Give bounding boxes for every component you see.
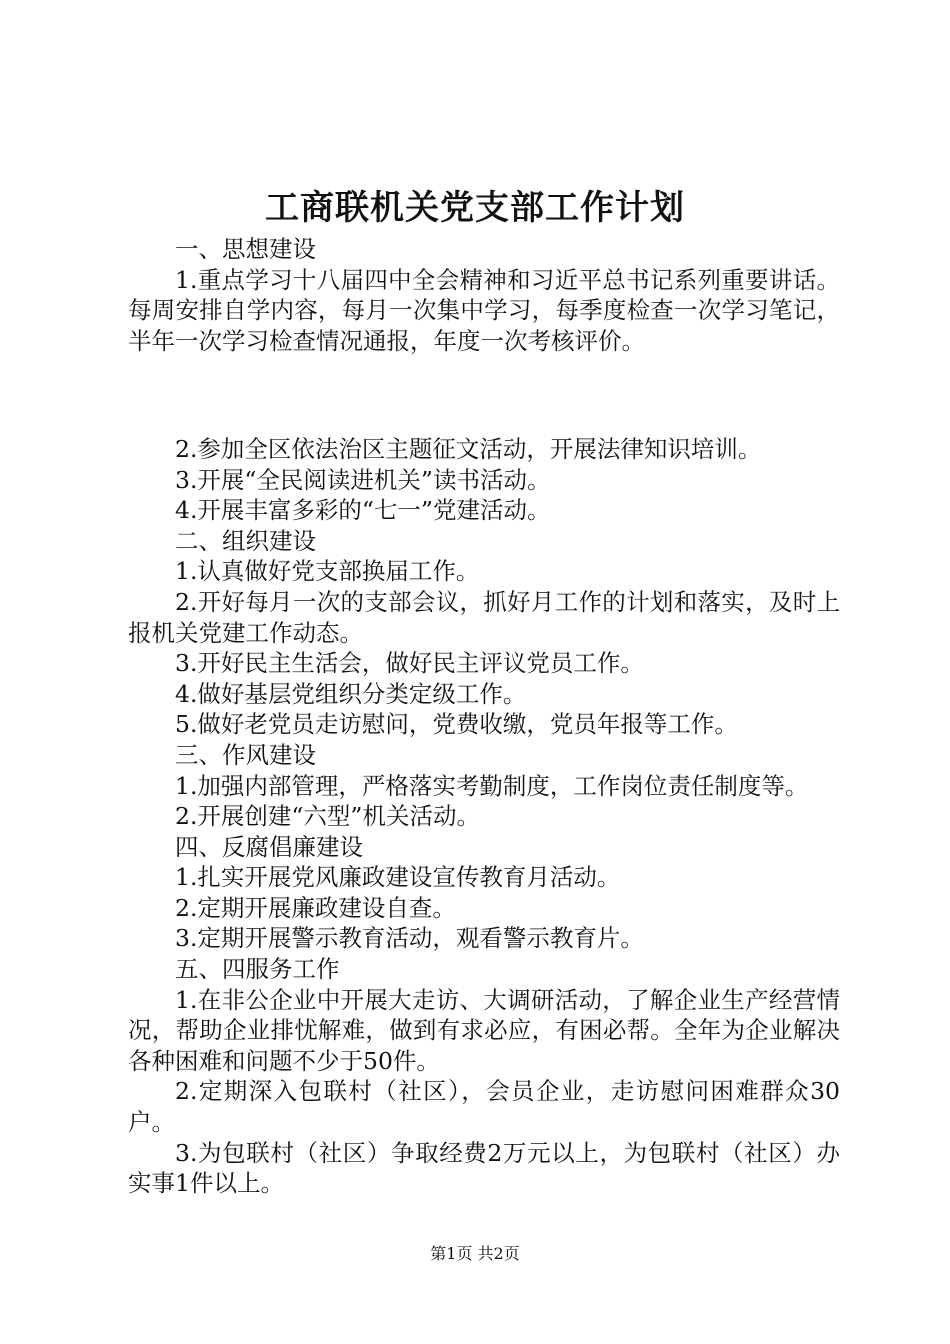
document-title: 工商联机关党支部工作计划 bbox=[265, 188, 685, 228]
paragraph: 五、四服务工作 bbox=[175, 955, 340, 984]
paragraph: 3.开展“全民阅读进机关”读书活动。 bbox=[175, 465, 551, 494]
paragraph: 1.认真做好党支部换届工作。 bbox=[175, 557, 480, 586]
paragraph: 二、组织建设 bbox=[175, 526, 316, 555]
paragraph: 三、作风建设 bbox=[175, 740, 316, 769]
paragraph: 2.参加全区依法治区主题征文活动，开展法律知识培训。 bbox=[175, 434, 762, 463]
paragraph: 2.开好每月一次的支部会议，抓好月工作的计划和落实，及时上报机关党建工作动态。 bbox=[128, 587, 840, 647]
paragraph: 1.在非公企业中开展大走访、大调研活动，了解企业生产经营情况，帮助企业排忧解难，做到有求必应，有困必帮。全年为企业解决各种困难和问题不少于50件。 bbox=[128, 985, 840, 1075]
paragraph: 一、思想建设 bbox=[175, 235, 316, 263]
paragraph: 2.定期深入包联村（社区），会员企业，走访慰问困难群众30户。 bbox=[128, 1077, 840, 1137]
paragraph: 1.重点学习十八届四中全会精神和习近平总书记系列重要讲话。每周安排自学内容，每月一次集中学习，每季度检查一次学习笔记，半年一次学习检查情况通报，年度一次考核评价。 bbox=[128, 265, 840, 355]
paragraph: 5.做好老党员走访慰问，党费收缴，党员年报等工作。 bbox=[175, 710, 738, 739]
paragraph: 2.定期开展廉政建设自查。 bbox=[175, 893, 456, 922]
page-footer: 第1页 共2页 bbox=[430, 1244, 520, 1263]
document-body bbox=[128, 234, 840, 1199]
blank-line bbox=[128, 380, 840, 411]
paragraph: 1.扎实开展党风廉政建设宣传教育月活动。 bbox=[175, 863, 621, 892]
paragraph: 1.加强内部管理，严格落实考勤制度，工作岗位责任制度等。 bbox=[175, 771, 809, 800]
paragraph: 2.开展创建“六型”机关活动。 bbox=[175, 802, 480, 831]
paragraph: 3.定期开展警示教育活动，观看警示教育片。 bbox=[175, 924, 644, 953]
paragraph: 3.开好民主生活会，做好民主评议党员工作。 bbox=[175, 649, 644, 678]
paragraph: 4.开展丰富多彩的“七一”党建活动。 bbox=[175, 496, 551, 525]
paragraph: 4.做好基层党组织分类定级工作。 bbox=[175, 679, 527, 708]
paragraph: 四、反腐倡廉建设 bbox=[175, 832, 363, 861]
paragraph: 3.为包联村（社区）争取经费2万元以上，为包联村（社区）办实事1件以上。 bbox=[128, 1138, 840, 1198]
